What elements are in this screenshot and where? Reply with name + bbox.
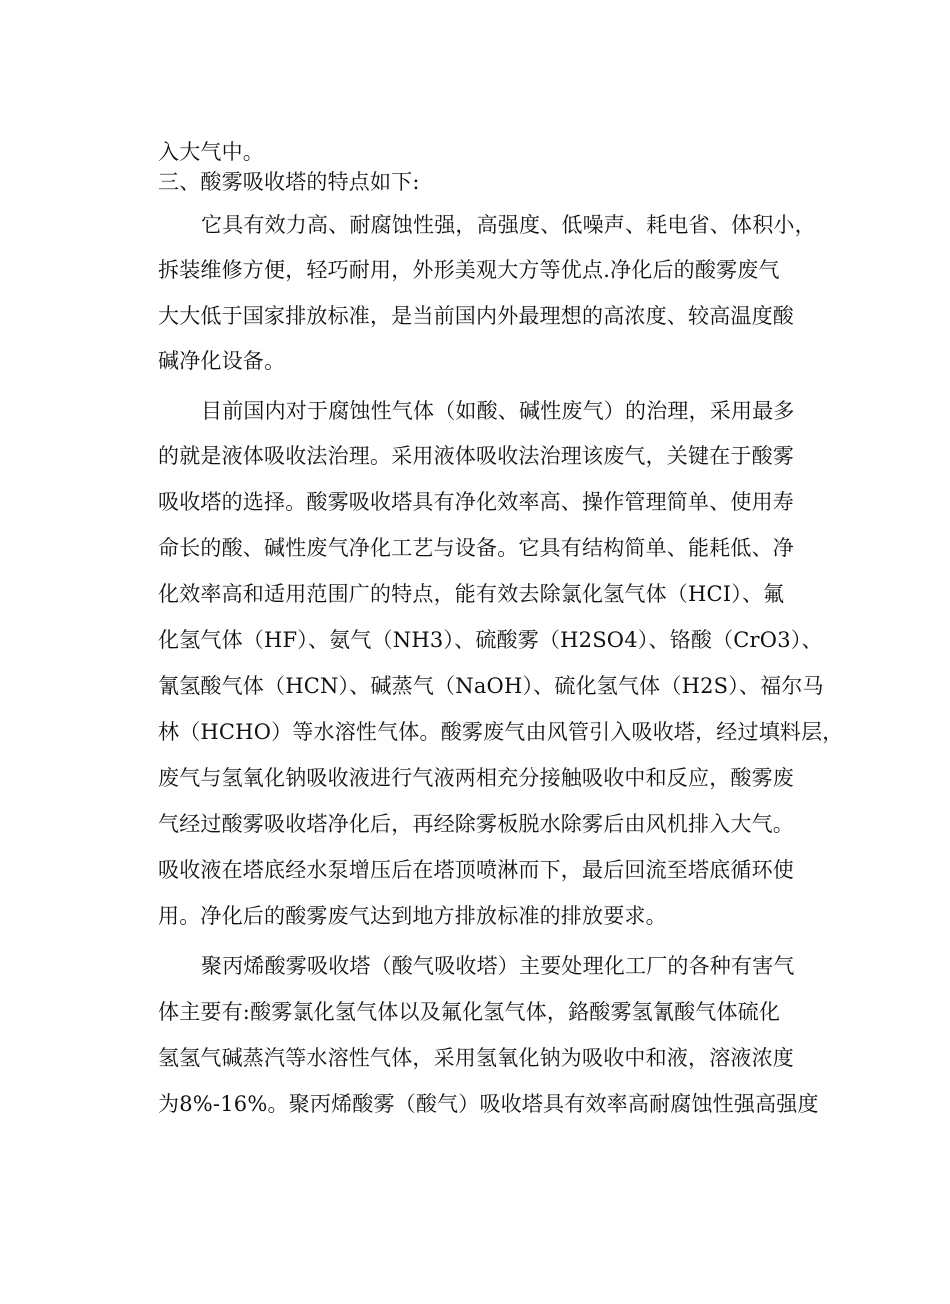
text-line-5: 大大低于国家排放标准，是当前国内外最理想的高浓度、较高温度酸 xyxy=(158,304,794,328)
text-line-7: 目前国内对于腐蚀性气体（如酸、碱性废气）的治理，采用最多 xyxy=(201,399,795,423)
text-line-4: 拆装维修方便，轻巧耐用，外形美观大方等优点.净化后的酸雾废气 xyxy=(158,258,780,282)
section-heading: 三、酸雾吸收塔的特点如下: xyxy=(158,170,420,194)
text-line-12: 化氢气体（HF）、氨气（NH3）、硫酸雾（H2SO4）、铬酸（CrO3）、 xyxy=(158,628,823,652)
text-line-19: 聚丙烯酸雾吸收塔（酸气吸收塔）主要处理化工厂的各种有害气 xyxy=(201,954,795,978)
text-line-16: 气经过酸雾吸收塔净化后，再经除雾板脱水除雾后由风机排入大气。 xyxy=(158,812,794,836)
text-line-21: 氢氢气碱蒸汽等水溶性气体，采用氢氧化钠为吸收中和液，溶液浓度 xyxy=(158,1046,794,1070)
text-line-10: 命长的酸、碱性废气净化工艺与设备。它具有结构简单、能耗低、净 xyxy=(158,536,794,560)
text-line-3: 它具有效力高、耐腐蚀性强，高强度、低噪声、耗电省、体积小， xyxy=(201,213,816,237)
text-line-17: 吸收液在塔底经水泵增压后在塔顶喷淋而下，最后回流至塔底循环使 xyxy=(158,858,794,882)
text-line-1: 入大气中。 xyxy=(158,140,264,164)
text-line-8: 的就是液体吸收法治理。采用液体吸收法治理该废气，关键在于酸雾 xyxy=(158,444,794,468)
text-line-20: 体主要有:酸雾氯化氢气体以及氟化氢气体，鉻酸雾氢氰酸气体硫化 xyxy=(158,1000,781,1024)
text-line-13: 氰氢酸气体（HCN）、碱蒸气（NaOH）、硫化氢气体（H2S）、福尔马 xyxy=(158,674,824,698)
text-line-6: 碱净化设备。 xyxy=(158,349,286,373)
text-line-22: 为8%-16%。聚丙烯酸雾（酸气）吸收塔具有效率高耐腐蚀性强高强度 xyxy=(158,1092,819,1116)
text-line-11: 化效率高和适用范围广的特点，能有效去除氯化氢气体（HCI）、氟 xyxy=(158,582,785,606)
text-line-14: 林（HCHO）等水溶性气体。酸雾废气由风管引入吸收塔，经过填料层， xyxy=(158,720,844,744)
text-line-9: 吸收塔的选择。酸雾吸收塔具有净化效率高、操作管理简单、使用寿 xyxy=(158,490,794,514)
text-line-15: 废气与氢氧化钠吸收液进行气液两相充分接触吸收中和反应，酸雾废 xyxy=(158,766,794,790)
text-line-18: 用。净化后的酸雾废气达到地方排放标准的排放要求。 xyxy=(158,904,667,928)
